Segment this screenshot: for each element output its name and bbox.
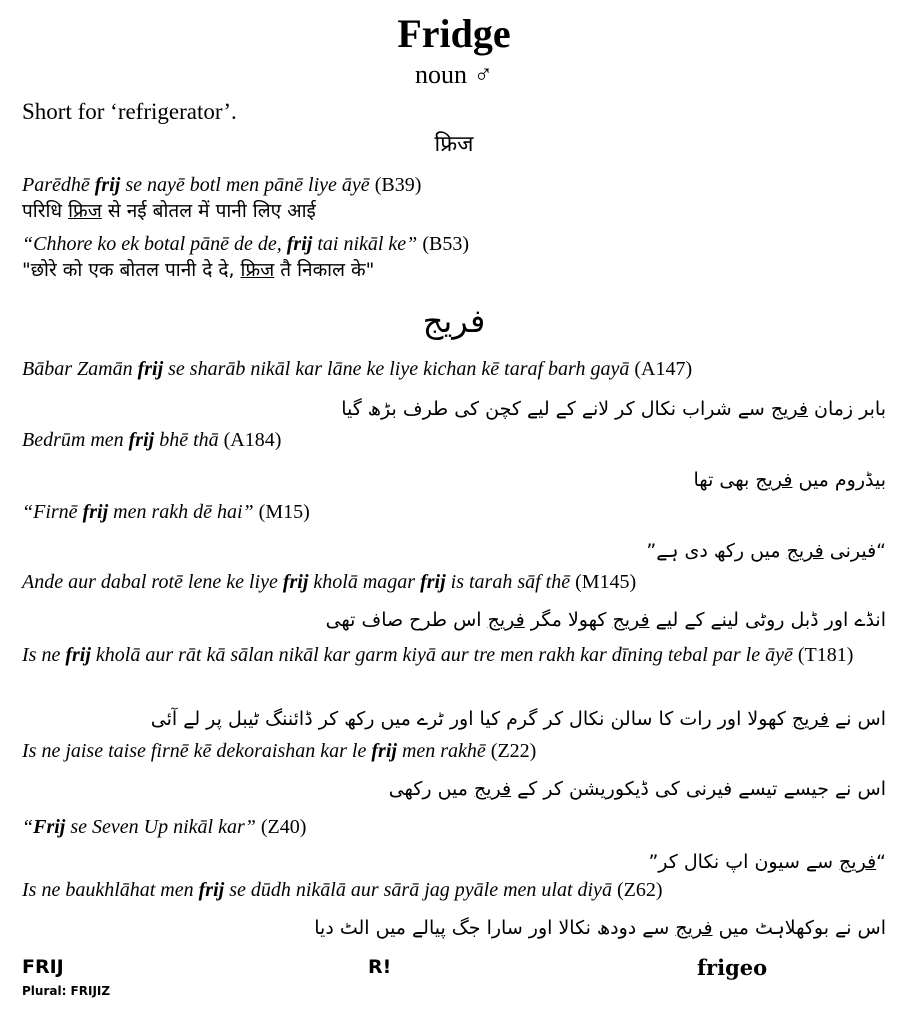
urdu-example-6-script (22, 775, 886, 803)
text-segment: “فیرنی (823, 540, 886, 562)
text-segment: سے شراب نکال کر لانے کے لیے کچن کی طرف بڑھ گیا (341, 398, 771, 420)
text-segment: se sharāb nikāl kar lāne ke liye kichan kē taraf barh gayā (163, 358, 630, 380)
text-segment: tai nikāl ke” (312, 233, 418, 255)
text-segment: se Seven Up nikāl kar” (65, 816, 256, 838)
text-segment: اس نے بوکھلاہٹ میں (712, 917, 886, 939)
keyword-frij: frij (198, 879, 225, 901)
keyword-frij: frij (65, 644, 91, 666)
keyword-frij-script: فریج (487, 609, 525, 631)
footer-plural: Plural: FRIJIZ (22, 984, 111, 998)
footer-code-left: FRIJ (22, 956, 64, 978)
text-segment: "छोरे को एक बोतल पानी दे दे, (22, 259, 241, 281)
source-reference: (Z40) (255, 816, 307, 838)
text-segment: سے سیون اپ نکال کر” (648, 851, 840, 873)
keyword-frij: frij (137, 358, 164, 380)
text-segment: میں رکھی (388, 778, 474, 800)
text-segment: Ande aur dabal rotē lene ke liye (22, 571, 283, 593)
keyword-frij-script: فریج (755, 469, 793, 491)
urdu-example-5-script (22, 705, 886, 733)
source-reference: (M145) (570, 571, 637, 593)
text-segment: انڈے اور ڈبل روٹی لینے کے لیے (649, 609, 886, 631)
source-reference: (B53) (417, 233, 469, 255)
source-reference: (Z62) (611, 879, 663, 901)
hindi-example-1-roman (22, 173, 886, 198)
urdu-example-1-script (22, 395, 886, 423)
text-segment: Is ne jaise taise firnē kē dekoraishan kar le (22, 740, 372, 762)
keyword-frij-script: فریج (791, 708, 830, 730)
urdu-example-4-script (22, 606, 886, 634)
definition: Short for ‘refrigerator’. (22, 99, 237, 124)
urdu-example-8-script (22, 914, 886, 942)
keyword-frij-script: फ्रिज (240, 259, 275, 281)
text-segment: “Firnē (22, 501, 83, 523)
urdu-example-1-roman (22, 357, 886, 382)
text-segment: Is ne (22, 644, 66, 666)
text-segment: तै निकाल के" (274, 259, 375, 281)
source-reference: (T181) (792, 644, 854, 666)
text-segment: سے دودھ نکالا اور سارا جگ پیالے میں الٹ دیا (314, 917, 676, 939)
hindi-example-2-devanagari (22, 257, 886, 283)
text-segment: بابر زمان (807, 398, 886, 420)
source-reference: (Z22) (485, 740, 537, 762)
footer-code-right: frigeo (697, 955, 768, 980)
text-segment: “Chhore ko ek botal pānē de de, (22, 233, 287, 255)
keyword-frij: frij (371, 740, 397, 762)
source-reference: (A184) (218, 429, 282, 451)
text-segment: “ (22, 816, 34, 838)
text-segment: کھولا مگر (524, 609, 613, 631)
footer-code-middle: R! (368, 956, 392, 978)
text-segment: بھی تھا (693, 469, 756, 491)
headword: Fridge (397, 11, 511, 56)
text-segment: Bābar Zamān (22, 358, 138, 380)
urdu-example-7-script (22, 848, 886, 876)
urdu-example-6-roman (22, 739, 886, 764)
keyword-frij-script: فریج (770, 398, 808, 420)
keyword-frij-script: फ्रिज (68, 200, 102, 222)
keyword-frij-script: فریج (786, 540, 824, 562)
text-segment: Parēdhē (22, 174, 95, 196)
keyword-frij-script: فریج (675, 917, 713, 939)
part-of-speech: noun ♂ (415, 60, 493, 89)
text-segment: “ (876, 851, 886, 873)
keyword-frij: frij (128, 429, 155, 451)
text-segment: परिधि (22, 200, 69, 222)
keyword-frij: frij (94, 174, 121, 196)
keyword-frij: Frij (33, 816, 66, 838)
hindi-example-1-devanagari (22, 198, 886, 224)
urdu-example-5-roman (22, 643, 886, 668)
text-segment: کھولا اور رات کا سالن نکال کر گرم کیا اور ٹرے میں رکھ کر ڈائننگ ٹیبل پر لے آئی (150, 708, 792, 730)
keyword-frij: frij (282, 571, 309, 593)
text-segment: से नई बोतल में पानी लिए आई (101, 200, 316, 222)
text-segment: men rakh dē hai” (108, 501, 254, 523)
keyword-frij-script: فریج (839, 851, 877, 873)
text-segment: بیڈروم میں (792, 469, 886, 491)
urdu-example-2-script (22, 466, 886, 494)
source-reference: (M15) (253, 501, 310, 523)
keyword-frij: frij (286, 233, 313, 255)
source-reference: (B39) (369, 174, 422, 196)
urdu-example-3-roman (22, 500, 886, 525)
keyword-frij-script: فریج (474, 778, 512, 800)
text-segment: se dūdh nikālā aur sārā jag pyāle men ulat diyā (224, 879, 612, 901)
text-segment: bhē thā (154, 429, 219, 451)
keyword-frij: frij (82, 501, 109, 523)
text-segment: اس نے (829, 708, 886, 730)
source-reference: (A147) (629, 358, 693, 380)
text-segment: kholā aur rāt kā sālan nikāl kar garm kiyā aur tre men rakh kar dīning tebal par le āyē (90, 644, 793, 666)
text-segment: Is ne baukhlāhat men (22, 879, 199, 901)
text-segment: se nayē botl men pānē liye āyē (120, 174, 370, 196)
hindi-heading: फ्रिज (434, 132, 474, 157)
text-segment: اس طرح صاف تھی (325, 609, 488, 631)
text-segment: kholā magar (308, 571, 421, 593)
urdu-example-2-roman (22, 428, 886, 453)
keyword-frij-script: فریج (612, 609, 650, 631)
urdu-example-8-roman (22, 878, 886, 903)
text-segment: men rakhē (396, 740, 486, 762)
hindi-example-2-roman (22, 232, 886, 257)
text-segment: اس نے جیسے تیسے فیرنی کی ڈیکوریشن کر کے (511, 778, 886, 800)
text-segment: is tarah sāf thē (445, 571, 571, 593)
text-segment: میں رکھ دی ہے” (646, 540, 787, 562)
keyword-frij: frij (420, 571, 446, 593)
urdu-heading: فریج (422, 302, 486, 340)
text-segment: Bedrūm men (22, 429, 129, 451)
urdu-example-4-roman (22, 570, 886, 595)
urdu-example-7-roman (22, 815, 886, 840)
urdu-example-3-script (22, 537, 886, 565)
